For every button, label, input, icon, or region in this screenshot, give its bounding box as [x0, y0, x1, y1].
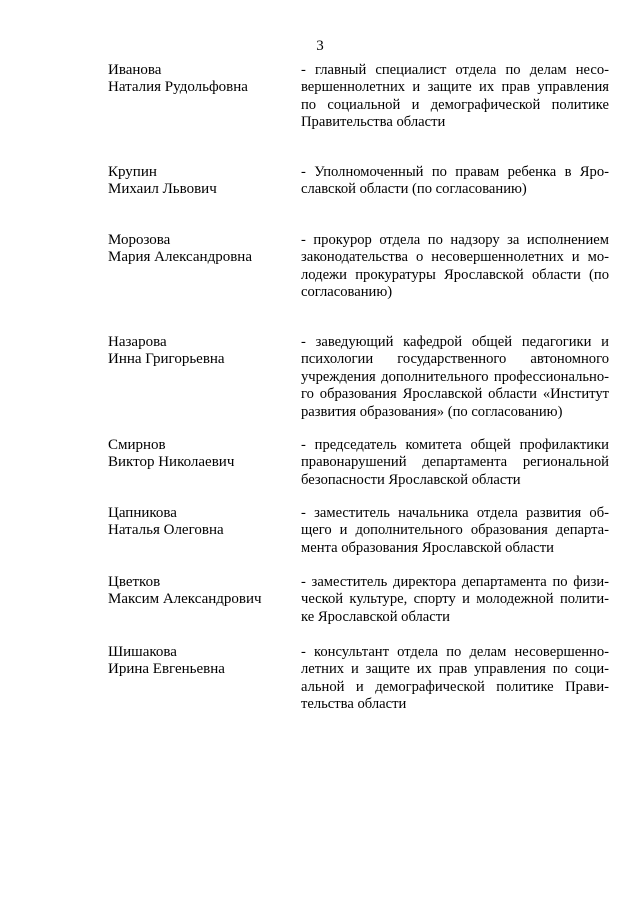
- role-line: мента образования Ярославской области: [301, 539, 554, 556]
- member-name: [108, 164, 293, 199]
- member-tsapnikova: [108, 505, 610, 574]
- member-name: [108, 505, 293, 540]
- role-line: щего и дополнительного образования департа-: [301, 522, 609, 539]
- member-role: [301, 505, 609, 557]
- role-line: развития образования» (по согласованию): [301, 403, 563, 420]
- role-line: законодательства о несовершеннолетних и мо-: [301, 249, 609, 266]
- member-krupin: [108, 164, 610, 232]
- role-line: - прокурор отдела по надзору за исполнением: [301, 232, 609, 248]
- member-ivanova: [108, 62, 610, 164]
- role-line: психологии государственного автономного: [301, 351, 609, 368]
- member-given-names: Наталья Олеговна: [108, 522, 224, 539]
- member-role: [301, 644, 609, 714]
- member-surname: Смирнов: [108, 437, 166, 453]
- role-line: учреждения дополнительного профессионально-: [301, 368, 609, 385]
- role-line: тельства области: [301, 696, 407, 713]
- member-role: [301, 164, 609, 199]
- member-name: [108, 574, 293, 609]
- member-surname: Крупин: [108, 164, 157, 180]
- role-line: альной и демографической политике Прави-: [301, 678, 609, 695]
- role-line: лодежи прокуратуры Ярославской области (по: [301, 266, 609, 283]
- member-role: [301, 62, 609, 132]
- member-role: [301, 232, 609, 302]
- member-morozova: [108, 232, 610, 334]
- role-line: - главный специалист отдела по делам несо-: [301, 62, 609, 78]
- member-given-names: Виктор Николаевич: [108, 454, 235, 471]
- member-tsvetkov: [108, 574, 610, 644]
- member-name: [108, 437, 293, 472]
- member-given-names: Ирина Евгеньевна: [108, 661, 225, 678]
- role-line: - заместитель начальника отдела развития об-: [301, 505, 609, 521]
- member-given-names: Михаил Львович: [108, 181, 217, 198]
- member-name: [108, 232, 293, 267]
- role-line: безопасности Ярославской области: [301, 471, 521, 488]
- member-given-names: Наталия Рудольфовна: [108, 79, 248, 96]
- role-line: - Уполномоченный по правам ребенка в Яро-: [301, 164, 609, 180]
- role-line: ке Ярославской области: [301, 608, 450, 625]
- role-line: - заведующий кафедрой общей педагогики и: [301, 334, 609, 350]
- role-line: - консультант отдела по делам несовершенно-: [301, 644, 609, 660]
- member-name: [108, 644, 293, 679]
- member-given-names: Максим Александрович: [108, 591, 262, 608]
- members-list: [108, 62, 610, 724]
- role-line: ческой культуре, спорту и молодежной полити-: [301, 591, 609, 608]
- member-role: [301, 334, 609, 421]
- member-surname: Иванова: [108, 62, 162, 78]
- member-name: [108, 334, 293, 369]
- page-number: 3: [316, 38, 324, 54]
- member-surname: Цветков: [108, 574, 161, 590]
- member-name: [108, 62, 293, 97]
- member-nazarova: [108, 334, 610, 437]
- role-line: вершеннолетних и защите их прав управления: [301, 79, 609, 96]
- role-line: Правительства области: [301, 114, 446, 131]
- role-line: летних и защите их прав управления по соци-: [301, 661, 609, 678]
- role-line: правонарушений департамента региональной: [301, 454, 609, 471]
- role-line: по социальной и демографической политике: [301, 96, 609, 113]
- member-smirnov: [108, 437, 610, 505]
- role-line: согласованию): [301, 284, 393, 301]
- role-line: - заместитель директора департамента по физи-: [301, 574, 609, 590]
- member-given-names: Инна Григорьевна: [108, 351, 225, 368]
- member-surname: Цапникова: [108, 505, 177, 521]
- member-given-names: Мария Александровна: [108, 249, 252, 266]
- member-role: [301, 574, 609, 626]
- member-role: [301, 437, 609, 489]
- member-surname: Шишакова: [108, 644, 177, 660]
- role-line: славской области (по согласованию): [301, 181, 527, 198]
- member-shishakova: [108, 644, 610, 724]
- role-line: - председатель комитета общей профилактики: [301, 437, 609, 453]
- member-surname: Назарова: [108, 334, 167, 350]
- role-line: го образования Ярославской области «Институт: [301, 386, 609, 403]
- member-surname: Морозова: [108, 232, 171, 248]
